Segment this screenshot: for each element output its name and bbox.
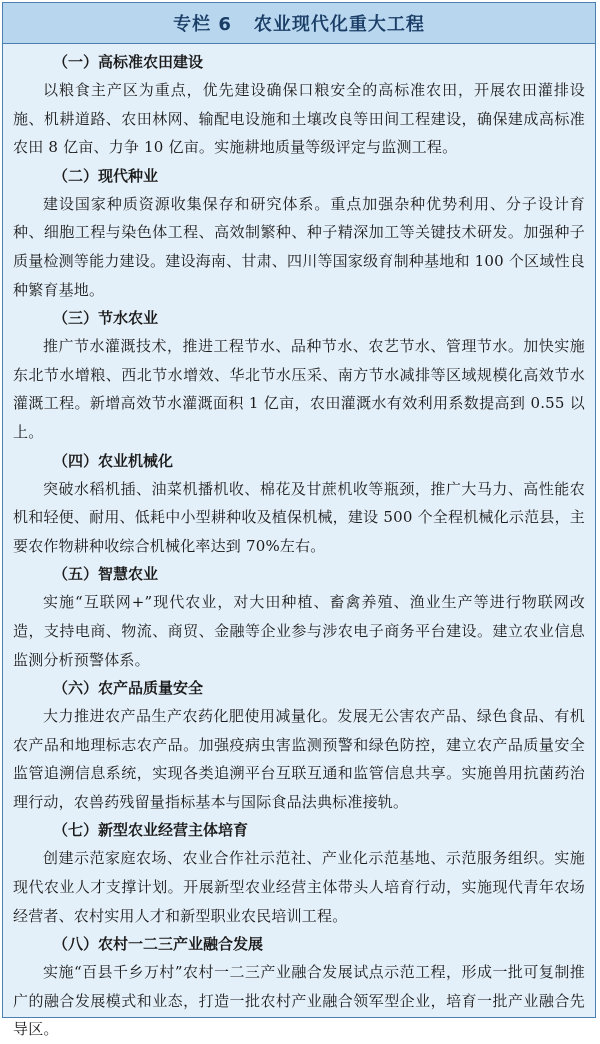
section-1: [13, 48, 585, 162]
section-title: （四）农业机械化: [53, 451, 174, 470]
section-5: [13, 560, 585, 674]
section-body: 大力推进农产品生产农药化肥使用减量化。发展无公害农产品、绿色食品、有机农产品和地理标志农产品。加强疫病虫害监测预警和绿色防控，建立农产品质量安全监管追溯信息系统，实现各类追溯平台互联互通和监管信息共享。实施兽用抗菌药治理行动，农兽药残留量指标基本与国际食品法典标准接轨。: [13, 707, 585, 811]
section-body: 建设国家种质资源收集保存和研究体系。重点加强杂种优势利用、分子设计育种、细胞工程与染色体工程、高效制繁种、种子精深加工等关键技术研发。加强种子质量检测等能力建设。建设海南、甘肃、四川等国家级育制种基地和 100 个区域性良种繁育基地。: [13, 194, 585, 299]
section-body: 推广节水灌溉技术，推进工程节水、品种节水、农艺节水、管理节水。加快实施东北节水增粮、西北节水增效、华北节水压采、南方节水减排等区域规模化高效节水灌溉工程。新增高效节水灌溉面积 1 亿亩，农田灌溉水有效利用系数提高到 0.55 以上。: [13, 337, 585, 441]
section-title: （二）现代种业: [53, 166, 159, 185]
box-label: 专栏 6: [173, 14, 232, 35]
section-title: （六）农产品质量安全: [53, 679, 204, 698]
section-7: [13, 816, 585, 930]
box-content: [3, 44, 595, 1044]
section-body: 突破水稻机插、油菜机播机收、棉花及甘蔗机收等瓶颈，推广大马力、高性能农机和轻便、耐用、低耗中小型耕种收及植保机械，建设 500 个全程机械化示范县，主要农作物耕种收综合机械化率达到 70%左右。: [13, 479, 585, 555]
section-title: （一）高标准农田建设: [53, 53, 204, 71]
feature-box: [2, 2, 596, 1039]
section-6: [13, 674, 585, 816]
section-4: [13, 447, 585, 561]
section-body: 实施“百县千乡万村”农村一二三产业融合发展试点示范工程，形成一批可复制推广的融合发展模式和业态，打造一批农村产业融合领军型企业，培育一批产业融合先导区。: [13, 963, 585, 1039]
section-body: 创建示范家庭农场、农业合作社示范社、产业化示范基地、示范服务组织。实施现代农业人才支撑计划。开展新型农业经营主体带头人培育行动，实施现代青年农场经营者、农村实用人才和新型职业农民培训工程。: [13, 849, 585, 925]
box-header: [3, 3, 595, 44]
section-2: [13, 162, 585, 304]
section-title: （五）智慧农业: [53, 565, 159, 584]
section-body: 以粮食主产区为重点，优先建设确保口粮安全的高标准农田，开展农田灌排设施、机耕道路、农田林网、输配电设施和土壤改良等田间工程建设，确保建成高标准农田 8 亿亩、力争 10 亿亩。实施耕地质量等级评定与监测工程。: [13, 81, 585, 157]
section-8: [13, 930, 585, 1044]
box-title: 农业现代化重大工程: [253, 14, 425, 35]
section-title: （八）农村一二三产业融合发展: [53, 935, 264, 954]
section-title: （七）新型农业经营主体培育: [53, 821, 249, 840]
section-3: [13, 304, 585, 446]
section-title: （三）节水农业: [53, 309, 159, 328]
section-body: 实施“互联网+”现代农业，对大田种植、畜禽养殖、渔业生产等进行物联网改造，支持电商、物流、商贸、金融等企业参与涉农电子商务平台建设。建立农业信息监测分析预警体系。: [13, 593, 585, 669]
